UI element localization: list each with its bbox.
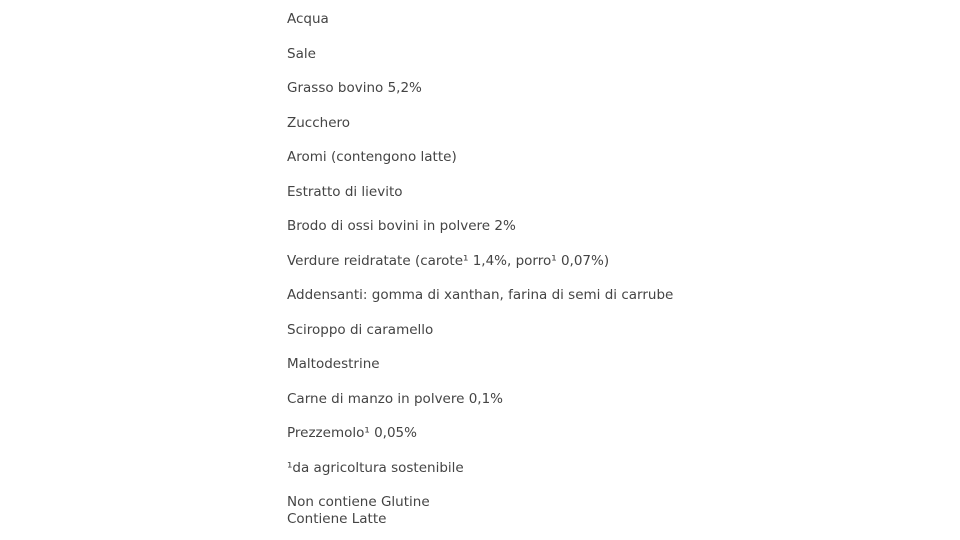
ingredient-item: Estratto di lievito: [287, 183, 403, 200]
gluten-free-statement: Non contiene Glutine: [287, 494, 430, 510]
ingredient-item: Zucchero: [287, 114, 351, 131]
ingredient-item: Brodo di ossi bovini in polvere 2%: [287, 218, 516, 234]
ingredient-item: Sciroppo di caramello: [287, 321, 434, 338]
allergen-notice: [287, 494, 430, 528]
ingredient-list: [287, 11, 673, 494]
ingredient-item: Grasso bovino 5,2%: [287, 80, 422, 96]
ingredient-item: Prezzemolo¹ 0,05%: [287, 425, 417, 441]
ingredient-item: Maltodestrine: [287, 356, 380, 372]
footnote-sustainable: ¹da agricoltura sostenibile: [287, 459, 464, 476]
ingredient-item: Addensanti: gomma di xanthan, farina di semi di carrube: [287, 287, 674, 303]
ingredient-item: Acqua: [287, 11, 329, 27]
contains-milk-statement: Contiene Latte: [287, 511, 387, 527]
ingredient-item: Sale: [287, 45, 316, 62]
ingredient-item: Verdure reidratate (carote¹ 1,4%, porro¹ 0,07%): [287, 252, 610, 269]
ingredient-item: Carne di manzo in polvere 0,1%: [287, 390, 504, 407]
ingredient-item: Aromi (contengono latte): [287, 149, 457, 165]
